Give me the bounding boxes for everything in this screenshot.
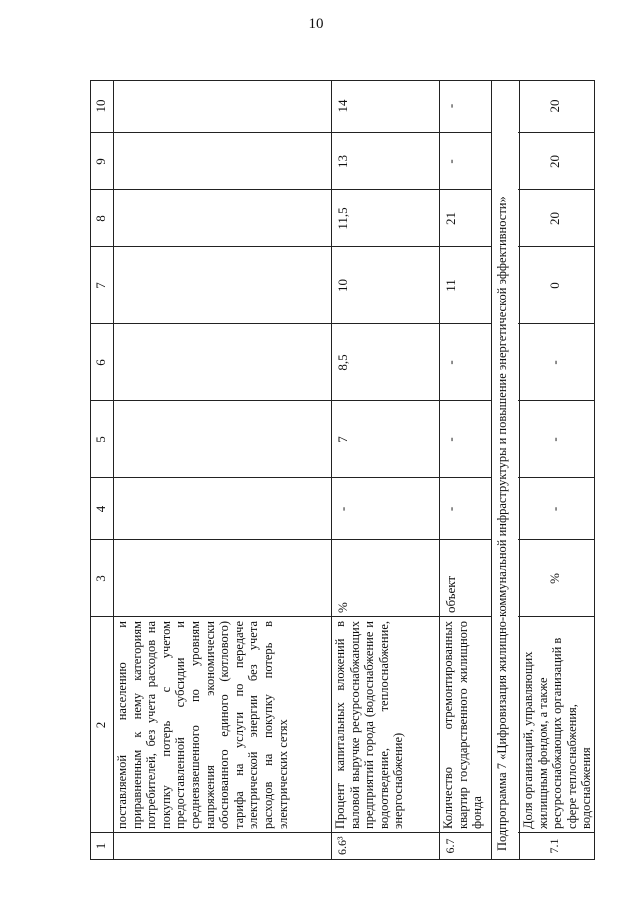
row-6-7-num: 6.7 bbox=[443, 838, 457, 854]
rotated-table-frame bbox=[90, 80, 595, 860]
row-6-6-3-v5: 7 bbox=[335, 436, 350, 443]
indicators-table bbox=[90, 80, 595, 860]
row-6-7-name: Количество отремонтированных квартир государственного жилищного фонда bbox=[441, 621, 485, 829]
row-6-7-v8: 21 bbox=[443, 212, 458, 225]
col-header-9: 9 bbox=[93, 158, 108, 165]
col-header-2: 2 bbox=[93, 721, 108, 729]
row-7-1-v6: - bbox=[547, 360, 562, 365]
row-7-1-num: 7.1 bbox=[547, 838, 561, 854]
row-6-6-3-v7: 10 bbox=[335, 279, 350, 292]
row-6-6-3-v4: - bbox=[335, 506, 350, 512]
row-6-6-3-v8: 11,5 bbox=[335, 207, 350, 230]
row-6-6-3-name: Процент капитальных вложений в валовой выручке ресурсоснабжающих предприятий города (водоснабжение и водоотведение, теплоснабжение, энергоснабжение) bbox=[333, 621, 406, 829]
col-header-3: 3 bbox=[93, 575, 108, 582]
row-6-7-v10: - bbox=[443, 103, 458, 109]
row-6-7-unit: объект bbox=[443, 575, 458, 613]
row-6-7-v7: 11 bbox=[443, 279, 458, 292]
row-6-6-3-v10: 14 bbox=[335, 99, 350, 113]
row-7-1-unit: % bbox=[547, 573, 562, 584]
col-header-10: 10 bbox=[93, 99, 108, 113]
row-7-1-v9: 20 bbox=[547, 155, 562, 168]
row-6-7-v4: - bbox=[443, 506, 458, 512]
row-continued-name: поставляемой населению и приравненным к нему категориям потребителей, без учета расходов на покупку потерь с учетом предоставленной субсидии и средневзвешенного по уровням напряжения экономически обоснованного единого (котлового) тарифа на услуги по передаче электрической энергии без учета расходов на покупку потерь в электрических сетях bbox=[115, 621, 290, 829]
row-6-6-3-v6: 8,5 bbox=[335, 354, 350, 371]
row-7-1-v10: 20 bbox=[547, 99, 562, 113]
row-7-1-v7: 0 bbox=[547, 282, 562, 289]
page-number: 10 bbox=[308, 16, 324, 32]
col-header-7: 7 bbox=[93, 282, 108, 289]
row-7-1-name: Доля организаций, управляющих жилищным фондом, а также ресурсоснабжающих организаций в сфере теплоснабжения, водоснабжения bbox=[521, 637, 594, 829]
row-6-7-v6: - bbox=[443, 360, 458, 365]
col-header-1: 1 bbox=[93, 842, 108, 850]
row-6-6-3-num: 6.6³ bbox=[335, 836, 349, 855]
row-6-7-v5: - bbox=[443, 437, 458, 442]
col-header-5: 5 bbox=[93, 436, 108, 443]
row-7-1-v8: 20 bbox=[547, 212, 562, 225]
row-6-6-3-unit: % bbox=[335, 602, 350, 613]
row-7-1-v4: - bbox=[547, 506, 562, 512]
col-header-4: 4 bbox=[93, 505, 108, 513]
row-6-6-3-v9: 13 bbox=[335, 155, 350, 168]
col-header-8: 8 bbox=[93, 215, 108, 222]
subprogram-7-title: Подпрограмма 7 «Цифровизация жилищно-коммунальной инфраструктуры и повышение энергетической эффективности» bbox=[495, 196, 509, 851]
row-6-7-v9: - bbox=[443, 159, 458, 164]
col-header-6: 6 bbox=[93, 359, 108, 366]
row-7-1-v5: - bbox=[547, 437, 562, 442]
